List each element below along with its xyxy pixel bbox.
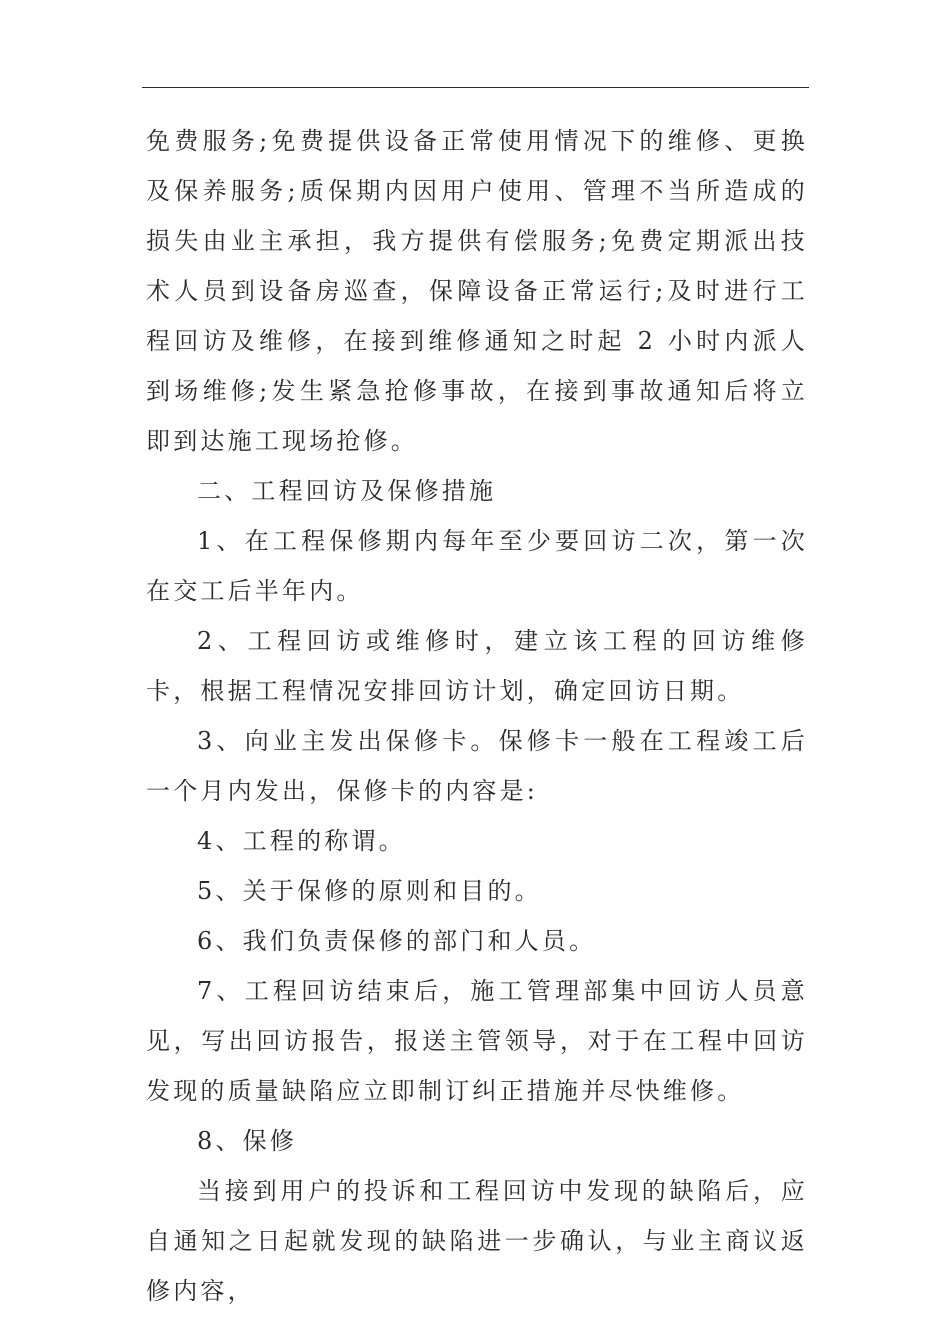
paragraph: 免费服务;免费提供设备正常使用情况下的维修、更换及保养服务;质保期内因用户使用、管理不当所造成的损失由业主承担，我方提供有偿服务;免费定期派出技术人员到设备房巡查，保障设备正常运行;及时进行工程回访及维修，在接到维修通知之时起 2 小时内派人到场维修;发生紧急抢修事故，在接到事故通知后将立即到达施工现场抢修。 bbox=[146, 127, 808, 455]
paragraph: 2、工程回访或维修时，建立该工程的回访维修卡，根据工程情况安排回访计划，确定回访日期。 bbox=[146, 627, 808, 705]
paragraph: 当接到用户的投诉和工程回访中发现的缺陷后，应自通知之日起就发现的缺陷进一步确认，与业主商议返修内容， bbox=[146, 1177, 808, 1305]
section-heading: 二、工程回访及保修措施 bbox=[197, 477, 497, 505]
paragraph: 6、我们负责保修的部门和人员。 bbox=[197, 927, 597, 955]
paragraph: 8、保修 bbox=[197, 1127, 298, 1155]
paragraph: 7、工程回访结束后，施工管理部集中回访人员意见，写出回访报告，报送主管领导，对于在工程中回访发现的质量缺陷应立即制订纠正措施并尽快维修。 bbox=[146, 977, 808, 1105]
header-rule bbox=[142, 87, 809, 88]
paragraph: 1、在工程保修期内每年至少要回访二次，第一次在交工后半年内。 bbox=[146, 527, 808, 605]
body-text bbox=[146, 116, 808, 1316]
paragraph: 4、工程的称谓。 bbox=[197, 827, 406, 855]
paragraph: 5、关于保修的原则和目的。 bbox=[197, 877, 542, 905]
paragraph: 3、向业主发出保修卡。保修卡一般在工程竣工后一个月内发出，保修卡的内容是: bbox=[146, 727, 808, 805]
